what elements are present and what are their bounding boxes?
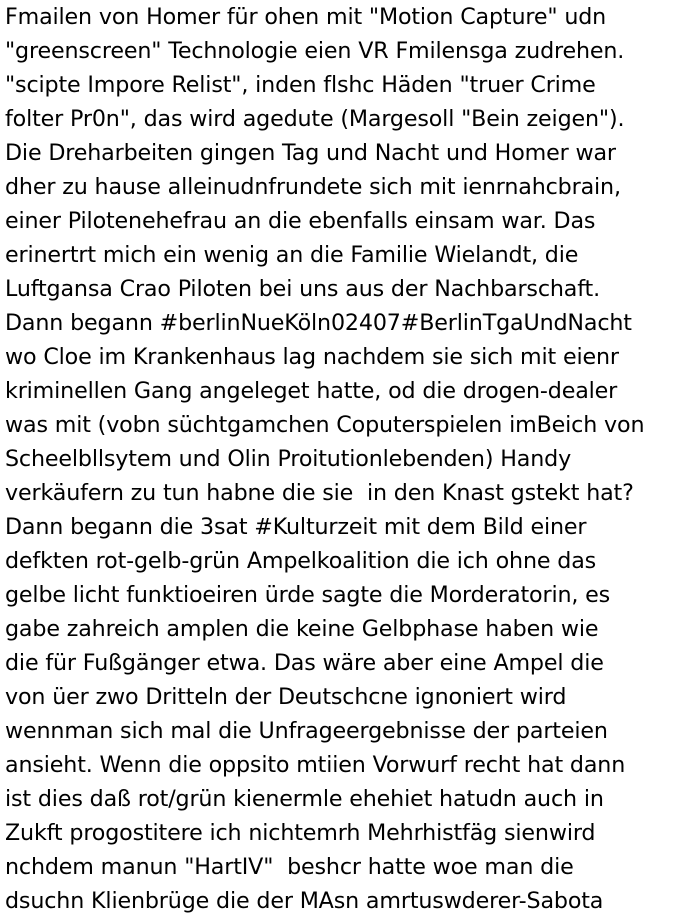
text-line: Luftgansa Crao Piloten bei uns aus der Nachbarschaft. <box>5 276 600 302</box>
text-line: folter Pr0n", das wird agedute (Margesoll "Bein zeigen"). <box>5 106 625 132</box>
text-line: wo Cloe im Krankenhaus lag nachdem sie sich mit eienr <box>5 344 619 370</box>
text-line: Fmailen von Homer für ohen mit "Motion Capture" udn <box>5 4 607 30</box>
text-line: Zukft progostitere ich nichtemrh Mehrhistfäg sienwird <box>5 820 596 846</box>
text-line: kriminellen Gang angeleget hatte, od die drogen-dealer <box>5 378 618 404</box>
text-line: erinertrt mich ein wenig an die Familie Wielandt, die <box>5 242 579 268</box>
text-line: verkäufern zu tun habne die sie in den Knast gstekt hat? <box>5 480 634 506</box>
text-line: Dann begann #berlinNueKöln02407#BerlinTgaUndNacht <box>5 310 632 336</box>
text-line: "scipte Impore Relist", inden flshc Häden "truer Crime <box>5 72 596 98</box>
text-line: von üer zwo Dritteln der Deutschcne ignoniert wird <box>5 684 567 710</box>
text-line: Dann begann die 3sat #Kulturzeit mit dem Bild einer <box>5 514 587 540</box>
text-line: "greenscreen" Technologie eien VR Fmilensga zudrehen. <box>5 38 625 64</box>
text-line: defkten rot-gelb-grün Ampelkoalition die ich ohne das <box>5 548 597 574</box>
text-line: die für Fußgänger etwa. Das wäre aber eine Ampel die <box>5 650 604 676</box>
text-line: Die Dreharbeiten gingen Tag und Nacht und Homer war <box>5 140 616 166</box>
text-line: Scheelbllsytem und Olin Proitutionlebenden) Handy <box>5 446 572 472</box>
text-line: dsuchn Klienbrüge die der MAsn amrtuswderer-Sabota <box>5 888 604 914</box>
text-line: nchdem manun "HartIV" beshcr hatte woe man die <box>5 854 574 880</box>
text-line: dher zu hause alleinudnfrundete sich mit ienrnahcbrain, <box>5 174 621 200</box>
text-line: einer Pilotenehefrau an die ebenfalls einsam war. Das <box>5 208 596 234</box>
text-line: was mit (vobn süchtgamchen Coputerspielen imBeich von <box>5 412 645 438</box>
text-line: gelbe licht funktioeiren ürde sagte die Morderatorin, es <box>5 582 611 608</box>
document-page <box>5 0 684 920</box>
text-line: gabe zahreich amplen die keine Gelbphase haben wie <box>5 616 599 642</box>
text-line: wennman sich mal die Unfrageergebnisse der parteien <box>5 718 608 744</box>
text-line: ist dies daß rot/grün kienermle ehehiet hatudn auch in <box>5 786 604 812</box>
text-line: ansieht. Wenn die oppsito mtiien Vorwurf recht hat dann <box>5 752 626 778</box>
